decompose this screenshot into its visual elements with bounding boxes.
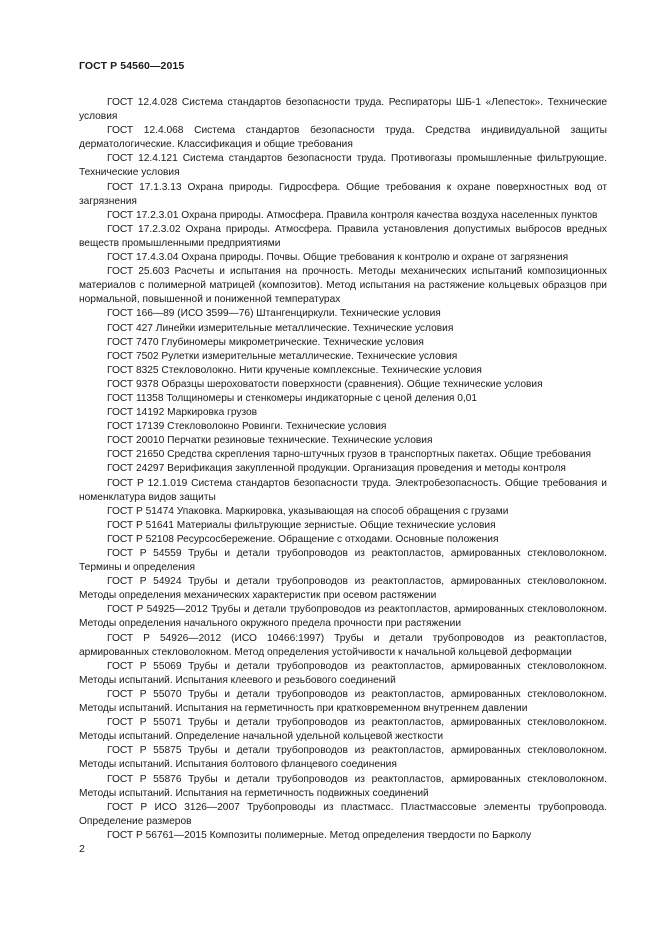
reference-entry: ГОСТ 17139 Стекловолокно Ровинги. Технические условия [107,421,387,433]
reference-entry: ГОСТ Р 55069 Трубы и детали трубопроводов из реактопластов, армированных стекловолокном. Методы испытаний. Испытания клеевого и резьбового соединений [79,660,607,686]
normative-references-list [79,96,607,843]
reference-entry: ГОСТ Р 55875 Трубы и детали трубопроводов из реактопластов, армированных стекловолокном. Методы испытаний. Испытания болтового фланцевого соединения [79,745,607,771]
reference-entry: ГОСТ Р 51474 Упаковка. Маркировка, указывающая на способ обращения с грузами [107,505,509,517]
reference-entry: ГОСТ Р 56761—2015 Композиты полимерные. Метод определения твердости по Барколу [107,829,532,841]
reference-entry: ГОСТ 8325 Стекловолокно. Нити крученые комплексные. Технические условия [107,364,482,376]
reference-entry: ГОСТ Р ИСО 3126—2007 Трубопроводы из пластмасс. Пластмассовые элементы трубопровода. Определение размеров [79,801,607,827]
reference-entry: ГОСТ Р 55071 Трубы и детали трубопроводов из реактопластов, армированных стекловолокном. Методы испытаний. Определение начальной удельной кольцевой жесткости [79,717,607,743]
reference-entry: ГОСТ 24297 Верификация закупленной продукции. Организация проведения и методы контроля [107,463,566,475]
reference-entry: ГОСТ Р 54925—2012 Трубы и детали трубопроводов из реактопластов, армированных стекловолокном. Методы определения начального окружного предела прочности при растяжении [79,604,607,630]
reference-entry: ГОСТ Р 54926—2012 (ИСО 10466:1997) Трубы и детали трубопроводов из реактопластов, армированных стекловолокном. Метод определения устойчивости к начальной кольцевой деформации [79,632,607,658]
reference-entry: ГОСТ 427 Линейки измерительные металлические. Технические условия [107,322,454,334]
reference-entry: ГОСТ 12.4.121 Система стандартов безопасности труда. Противогазы промышленные фильтрующие. Технические условия [79,153,607,179]
reference-entry: ГОСТ 17.4.3.04 Охрана природы. Почвы. Общие требования к контролю и охране от загрязнения [107,252,569,264]
reference-entry: ГОСТ 17.1.3.13 Охрана природы. Гидросфера. Общие требования к охране поверхностных вод от загрязнения [79,181,607,207]
reference-entry: ГОСТ 12.4.068 Система стандартов безопасности труда. Средства индивидуальной защиты дерматологические. Классификация и общие требования [79,125,607,151]
reference-entry: ГОСТ 12.4.028 Система стандартов безопасности труда. Респираторы ШБ-1 «Лепесток». Технические условия [79,97,607,123]
reference-entry: ГОСТ 25.603 Расчеты и испытания на прочность. Методы механических испытаний композиционных материалов с полимерной матрицей (композитов). Метод испытания на растяжение кольцевых образцов при нормальной, повышенной и пониженной температурах [79,266,607,306]
reference-entry: ГОСТ 9378 Образцы шероховатости поверхности (сравнения). Общие технические условия [107,378,543,390]
reference-entry: ГОСТ 20010 Перчатки резиновые технические. Технические условия [107,435,433,447]
reference-entry: ГОСТ 21650 Средства скрепления тарно-штучных грузов в транспортных пакетах. Общие требования [107,449,592,461]
reference-entry: ГОСТ Р 54559 Трубы и детали трубопроводов из реактопластов, армированных стекловолокном. Термины и определения [79,548,607,574]
reference-entry: ГОСТ 11358 Толщиномеры и стенкомеры индикаторные с ценой деления 0,01 [107,392,478,404]
page-number: 2 [79,843,85,855]
reference-entry: ГОСТ Р 54924 Трубы и детали трубопроводов из реактопластов, армированных стекловолокном. Методы определения механических характеристик при осевом растяжении [79,576,607,602]
reference-entry: ГОСТ 17.2.3.02 Охрана природы. Атмосфера. Правила установления допустимых выбросов вредных веществ промышленными предприятиями [79,223,607,249]
reference-entry: ГОСТ Р 51641 Материалы фильтрующие зернистые. Общие технические условия [107,519,496,531]
reference-entry: ГОСТ Р 52108 Ресурсосбережение. Обращение с отходами. Основные положения [107,533,499,545]
document-header: ГОСТ Р 54560—2015 [79,60,185,72]
reference-entry: ГОСТ 14192 Маркировка грузов [107,407,258,419]
reference-entry: ГОСТ 166—89 (ИСО 3599—76) Штангенциркули. Технические условия [107,308,441,320]
reference-entry: ГОСТ 7502 Рулетки измерительные металлические. Технические условия [107,350,458,362]
reference-entry: ГОСТ Р 55876 Трубы и детали трубопроводов из реактопластов, армированных стекловолокном. Методы испытаний. Испытания на герметичность подвижных соединений [79,773,607,799]
reference-entry: ГОСТ Р 55070 Трубы и детали трубопроводов из реактопластов, армированных стекловолокном. Методы испытаний. Испытания на герметичность при кратковременном внутреннем давлении [79,688,607,715]
reference-entry: ГОСТ 17.2.3.01 Охрана природы. Атмосфера. Правила контроля качества воздуха населенных пунктов [107,209,598,221]
reference-entry: ГОСТ 7470 Глубиномеры микрометрические. Технические условия [107,336,424,348]
reference-entry: ГОСТ Р 12.1.019 Система стандартов безопасности труда. Электробезопасность. Общие требования и номенклатура видов защиты [79,477,607,503]
